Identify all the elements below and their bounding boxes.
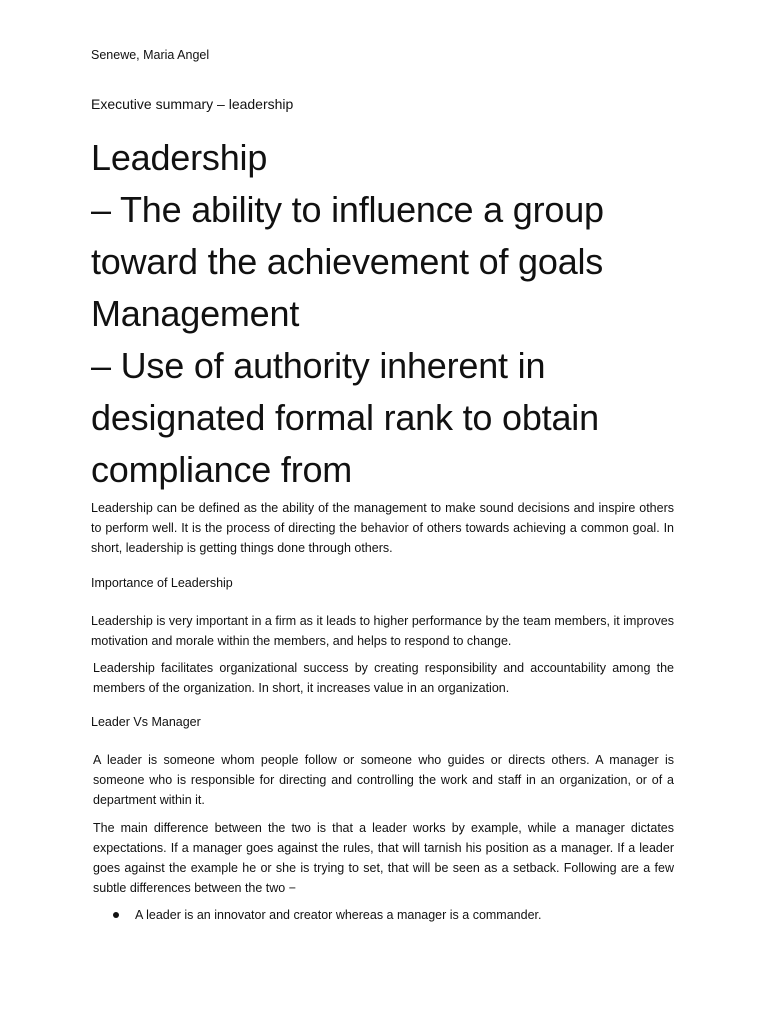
definition-line: Leadership	[91, 137, 268, 178]
importance-paragraph-1: Leadership is very important in a firm as it leads to higher performance by the team members, it improves motivation and morale within the members, and helps to respond to change.	[91, 614, 674, 648]
document-title: Executive summary – leadership	[91, 96, 294, 112]
intro-paragraph: Leadership can be defined as the ability of the management to make sound decisions and inspire others to perform well. It is the process of directing the behavior of others towards achieving a common goal. In short, leadership is getting things done through others.	[91, 501, 674, 555]
author-name: Senewe, Maria Angel	[91, 48, 210, 62]
list-item-text: A leader is an innovator and creator whereas a manager is a commander.	[135, 908, 542, 922]
definition-line: – Use of authority inherent in	[91, 345, 546, 386]
definition-line: designated formal rank to obtain	[91, 397, 599, 438]
importance-paragraph-2: Leadership facilitates organizational success by creating responsibility and accountability among the members of the organization. In short, it increases value in an organization.	[93, 661, 674, 695]
importance-heading: Importance of Leadership	[91, 576, 233, 590]
definition-line: – The ability to influence a group	[91, 189, 604, 230]
leader-manager-paragraph-1: A leader is someone whom people follow or someone who guides or directs others. A manager is someone who is responsible for directing and controlling the work and staff in an organization, or of a department within it.	[93, 753, 674, 807]
definition-line: Management	[91, 293, 300, 334]
definition-line: compliance from	[91, 449, 353, 490]
leader-vs-manager-heading: Leader Vs Manager	[91, 715, 201, 729]
differences-list	[113, 905, 541, 925]
list-item	[113, 905, 541, 925]
bullet-icon	[113, 912, 119, 918]
definitions-heading	[91, 132, 691, 496]
definition-line: toward the achievement of goals	[91, 241, 604, 282]
leader-manager-paragraph-2: The main difference between the two is that a leader works by example, while a manager dictates expectations. If a manager goes against the rules, that will tarnish his position as a manager. If a leader goes against the example he or she is trying to set, that will be seen as a setback. Following are a few subtle differences between the two −	[93, 821, 674, 895]
